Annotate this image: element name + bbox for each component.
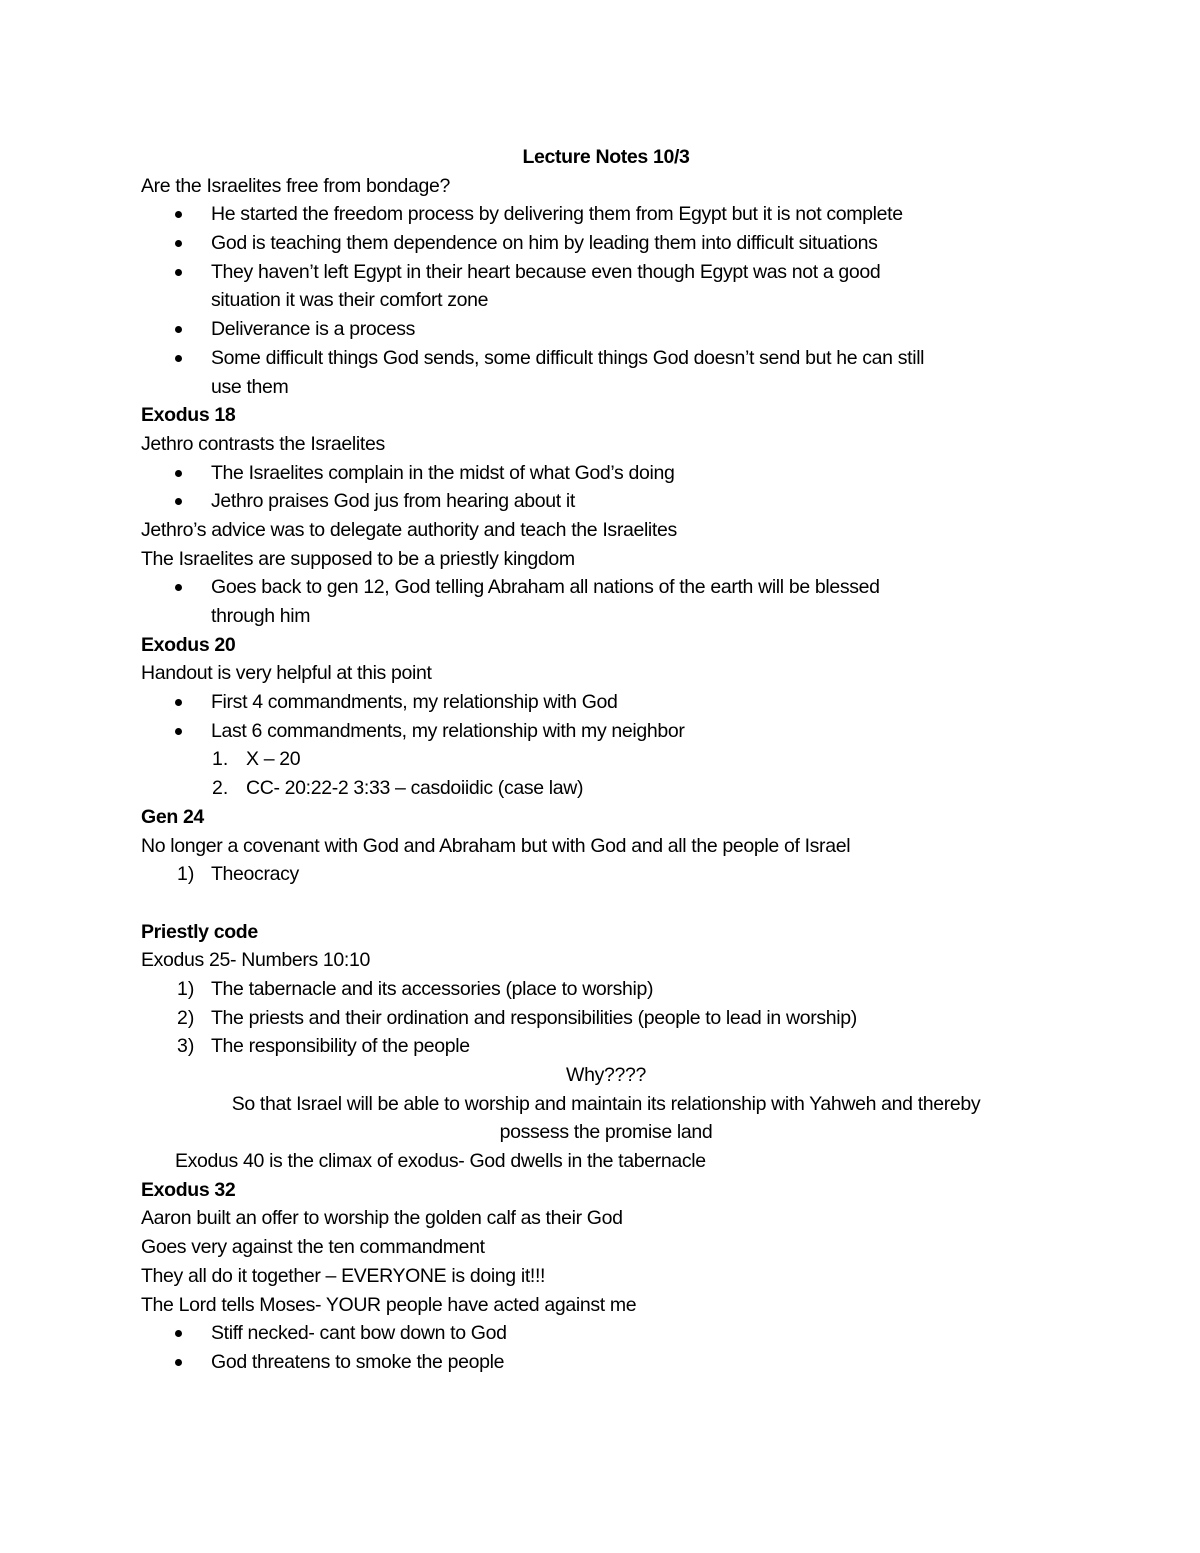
numbered-item xyxy=(141,1032,1071,1061)
centered-question: Why???? xyxy=(566,1064,646,1086)
paragraph: Jethro’s advice was to delegate authority and teach the Israelites xyxy=(141,518,677,541)
paragraph: Exodus 25- Numbers 10:10 xyxy=(141,949,370,972)
bullet-icon xyxy=(141,717,211,746)
section-heading: Priestly code xyxy=(141,920,258,943)
numbered-item xyxy=(141,975,1071,1004)
numbered-item xyxy=(141,1004,1071,1033)
bullet-icon xyxy=(141,573,211,602)
bullet-text: First 4 commandments, my relationship with God xyxy=(211,691,618,714)
bullet-text: God threatens to smoke the people xyxy=(211,1350,505,1373)
bullet-text-continued: use them xyxy=(211,375,289,398)
indented-paragraph: Exodus 40 is the climax of exodus- God dwells in the tabernacle xyxy=(175,1150,706,1173)
bullet-text: God is teaching them dependence on him by leading them into difficult situations xyxy=(211,232,878,255)
bullet-text: Stiff necked- cant bow down to God xyxy=(211,1322,507,1345)
section-heading: Exodus 32 xyxy=(141,1178,236,1201)
centered-paragraph-continued: possess the promise land xyxy=(499,1121,713,1144)
bullet-text: Deliverance is a process xyxy=(211,318,416,341)
bullet-item xyxy=(141,200,1071,229)
paragraph: No longer a covenant with God and Abraham but with God and all the people of Israel xyxy=(141,834,851,857)
bullet-item xyxy=(141,459,1071,488)
document-body xyxy=(141,143,1071,1377)
numbered-item xyxy=(141,860,1071,889)
bullet-icon xyxy=(141,1319,211,1348)
list-number: 2. xyxy=(212,777,229,800)
paragraph: Goes very against the ten commandment xyxy=(141,1236,485,1259)
bullet-item xyxy=(141,688,1071,717)
list-number: 2) xyxy=(177,1006,195,1029)
section-heading: Exodus 20 xyxy=(141,633,236,656)
numbered-text: The priests and their ordination and responsibilities (people to lead in worship) xyxy=(211,1006,857,1029)
paragraph: The Israelites are supposed to be a priestly kingdom xyxy=(141,547,575,570)
bullet-icon xyxy=(141,344,211,373)
list-number: 1) xyxy=(177,977,195,1000)
bullet-icon xyxy=(141,688,211,717)
paragraph: The Lord tells Moses- YOUR people have acted against me xyxy=(141,1293,637,1316)
bullet-item xyxy=(141,1348,1071,1377)
bullet-item xyxy=(141,487,1071,516)
paragraph: Aaron built an offer to worship the golden calf as their God xyxy=(141,1207,623,1230)
list-number: 1. xyxy=(212,748,229,771)
numbered-text: CC- 20:22-2 3:33 – casdoiidic (case law) xyxy=(246,777,584,800)
section-heading: Gen 24 xyxy=(141,805,204,828)
numbered-text: The tabernacle and its accessories (place to worship) xyxy=(211,977,654,1000)
bullet-icon xyxy=(141,315,211,344)
list-number: 1) xyxy=(177,863,195,886)
paragraph: Are the Israelites free from bondage? xyxy=(141,174,450,197)
numbered-text: X – 20 xyxy=(246,748,301,771)
paragraph: Handout is very helpful at this point xyxy=(141,662,432,685)
bullet-text: Some difficult things God sends, some difficult things God doesn’t send but he can still xyxy=(211,346,925,369)
blank-line xyxy=(141,889,1071,918)
bullet-text: He started the freedom process by delivering them from Egypt but it is not complete xyxy=(211,203,903,226)
bullet-item xyxy=(141,229,1071,258)
bullet-text: Jethro praises God jus from hearing about it xyxy=(211,490,575,513)
bullet-item xyxy=(141,258,1071,315)
numbered-item xyxy=(141,774,1071,803)
bullet-item xyxy=(141,1319,1071,1348)
bullet-item xyxy=(141,315,1071,344)
numbered-text: The responsibility of the people xyxy=(211,1035,470,1058)
paragraph: They all do it together – EVERYONE is doing it!!! xyxy=(141,1264,546,1287)
bullet-icon xyxy=(141,1348,211,1377)
paragraph: Jethro contrasts the Israelites xyxy=(141,432,385,455)
bullet-text-continued: situation it was their comfort zone xyxy=(211,289,489,312)
bullet-icon xyxy=(141,258,211,287)
section-heading: Exodus 18 xyxy=(141,404,236,427)
bullet-icon xyxy=(141,229,211,258)
list-number: 3) xyxy=(177,1035,195,1058)
bullet-icon xyxy=(141,459,211,488)
page-title: Lecture Notes 10/3 xyxy=(522,146,690,168)
bullet-item xyxy=(141,573,1071,630)
bullet-text: They haven’t left Egypt in their heart because even though Egypt was not a good xyxy=(211,260,881,283)
bullet-text: The Israelites complain in the midst of what God’s doing xyxy=(211,461,675,484)
bullet-icon xyxy=(141,200,211,229)
bullet-icon xyxy=(141,487,211,516)
numbered-text: Theocracy xyxy=(211,863,299,886)
bullet-item xyxy=(141,717,1071,746)
bullet-item xyxy=(141,344,1071,401)
numbered-item xyxy=(141,745,1071,774)
bullet-text: Last 6 commandments, my relationship with my neighbor xyxy=(211,719,685,742)
bullet-text-continued: through him xyxy=(211,605,311,627)
centered-paragraph: So that Israel will be able to worship and maintain its relationship with Yahweh and thereby xyxy=(231,1092,981,1115)
bullet-text: Goes back to gen 12, God telling Abraham all nations of the earth will be blessed xyxy=(211,576,880,599)
